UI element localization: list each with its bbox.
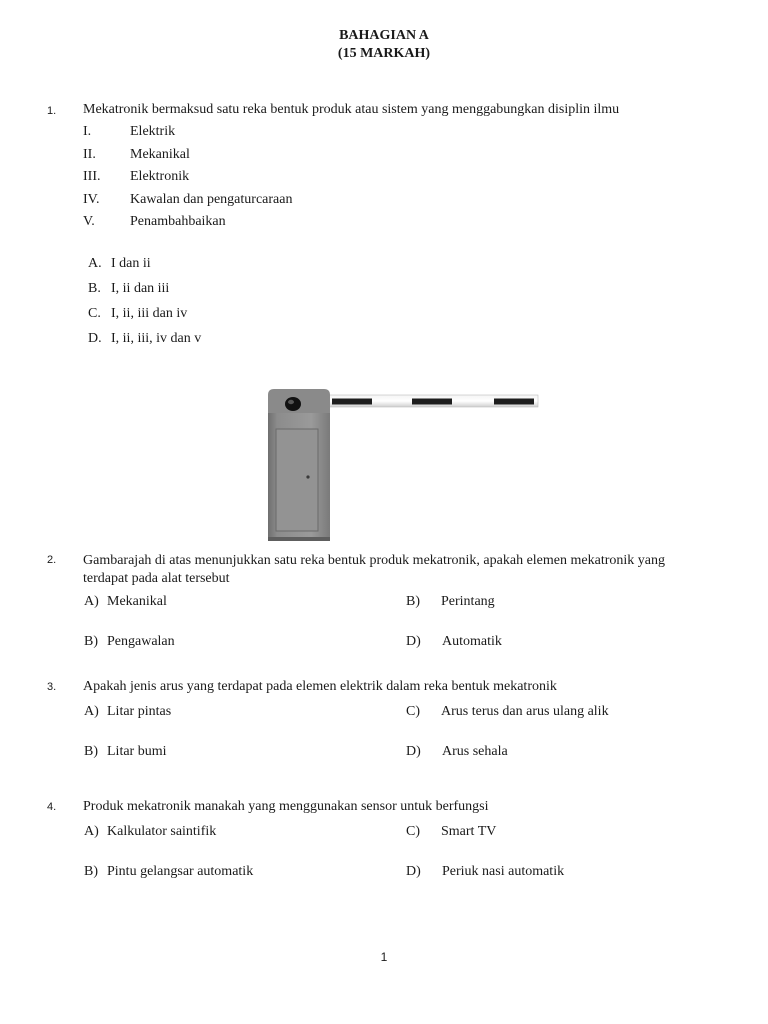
question-number: 2. [47,554,57,566]
item-label: Mekanikal [130,147,190,162]
option-text: Perintang [441,594,495,609]
option-letter: A) [84,704,99,719]
option-letter: B) [84,744,98,759]
option-text: Automatik [442,634,502,649]
question-number: 4. [47,801,57,813]
question-text: Produk mekatronik manakah yang menggunakan sensor untuk berfungsi [83,799,489,814]
section-marks: (15 MARKAH) [337,46,431,61]
item-numeral: I. [83,124,92,139]
question-text: Mekatronik bermaksud satu reka bentuk produk atau sistem yang menggabungkan disiplin ilmu [83,102,620,117]
item-label: Kawalan dan pengaturcaraan [130,192,293,207]
option-letter: C) [406,704,420,719]
question-text: Apakah jenis arus yang terdapat pada elemen elektrik dalam reka bentuk mekatronik [83,679,557,694]
option-text: Mekanikal [107,594,167,609]
option-text: Arus terus dan arus ulang alik [441,704,609,719]
option-letter: D) [406,744,421,759]
option-letter: C) [406,824,420,839]
option-letter: B) [84,864,98,879]
barrier-gate-image [262,385,540,543]
cabinet-door [276,429,318,531]
option-letter: B. [88,281,101,296]
option-letter: A) [84,824,99,839]
option-text: Litar pintas [107,704,172,719]
question-number: 3. [47,681,57,693]
option-text: I, ii, iii, iv dan v [111,331,202,346]
option-text: I, ii, iii dan iv [111,306,188,321]
option-letter: D) [406,634,421,649]
page-number: 1 [380,950,388,964]
section-title: BAHAGIAN A [339,28,429,43]
option-text: Arus sehala [442,744,508,759]
option-letter: C. [88,306,101,321]
question-number: 1. [47,105,57,117]
item-label: Elektrik [130,124,176,139]
item-numeral: IV. [83,192,100,207]
option-letter: D) [406,864,421,879]
item-numeral: V. [83,214,95,229]
option-text: Litar bumi [107,744,167,759]
option-text: I dan ii [111,256,151,271]
option-letter: A. [88,256,102,271]
option-text: Pengawalan [107,634,175,649]
item-numeral: III. [83,169,101,184]
option-letter: B) [406,594,420,609]
item-numeral: II. [83,147,96,162]
option-letter: D. [88,331,102,346]
option-text: Periuk nasi automatik [442,864,565,879]
option-letter: B) [84,634,98,649]
item-label: Penambahbaikan [130,214,226,229]
option-text: Smart TV [441,824,497,839]
option-letter: A) [84,594,99,609]
question-text: Gambarajah di atas menunjukkan satu reka bentuk produk mekatronik, apakah elemen mekatronik yang terdapat pada alat tersebut [83,553,665,586]
option-text: Pintu gelangsar automatik [107,864,254,879]
item-label: Elektronik [130,169,190,184]
option-text: I, ii dan iii [111,281,170,296]
option-text: Kalkulator saintifik [107,824,217,839]
